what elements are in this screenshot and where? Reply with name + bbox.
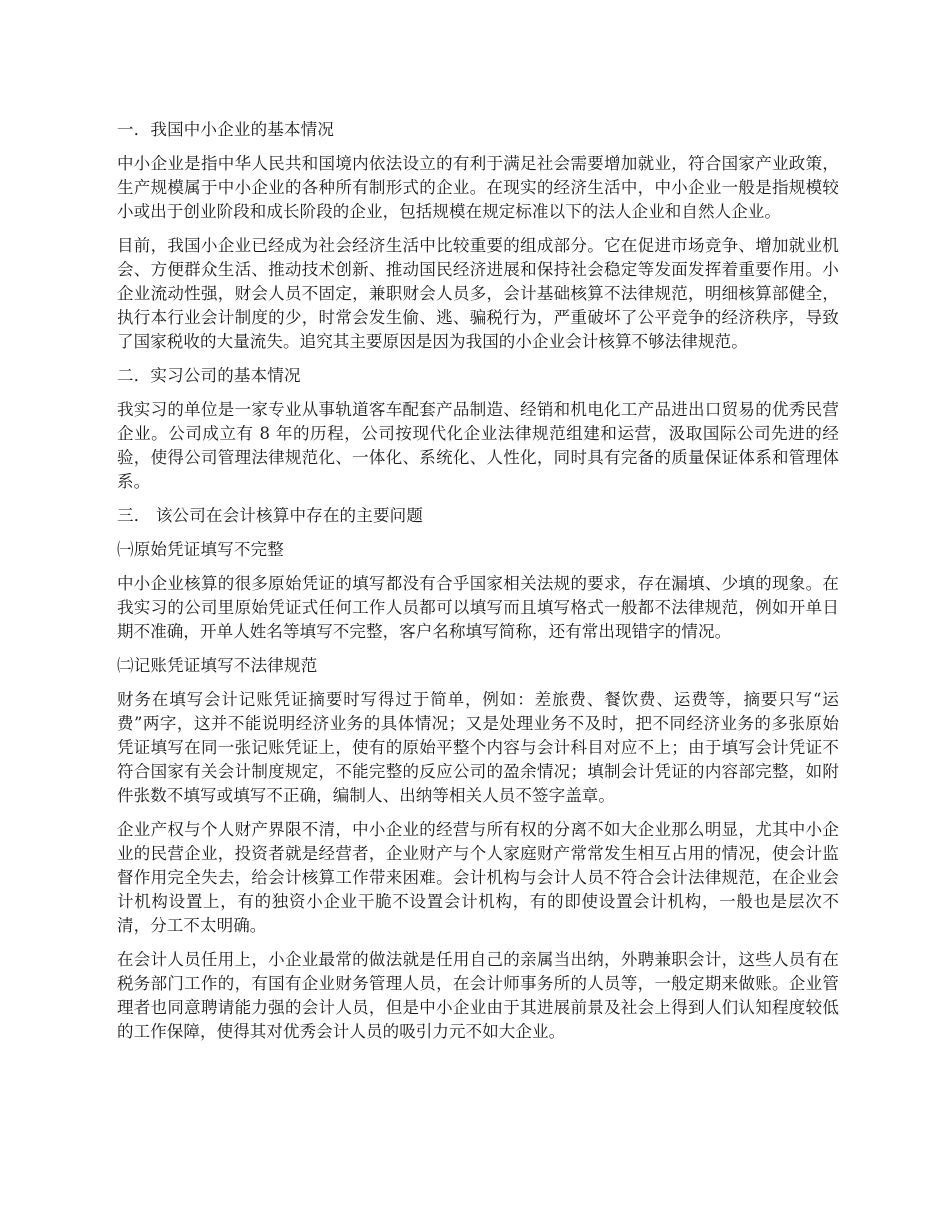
paragraph: 目前，我国小企业已经成为社会经济生活中比较重要的组成部分。它在促进市场竞争、增加就业机会、方便群众生活、推动技术创新、推动国民经济进展和保持社会稳定等发面发挥着重要作用。小企业流动性强，财会人员不固定，兼职财会人员多，会计基础核算不法律规范，明细核算部健全，执行本行业会计制度的少，时常会发生偷、逃、骗税行为，严重破坏了公平竞争的经济秩序，导致了国家税收的大量流失。追究其主要原因是因为我国的小企业会计核算不够法律规范。 — [117, 236, 839, 351]
subsection-heading-2: ㈡记账凭证填写不法律规范 — [117, 656, 318, 675]
paragraph: 企业产权与个人财产界限不清，中小企业的经营与所有权的分离不如大企业那么明显，尤其中小企业的民营企业，投资者就是经营者，企业财产与个人家庭财产常常发生相互占用的情况，使会计监督作用完全失去，给会计核算工作带来困难。会计机构与会计人员不符合会计法律规范，在企业会计机构设置上，有的独资小企业干脆不设置会计机构，有的即使设置会计机构，一般也是层次不清，分工不太明确。 — [117, 820, 839, 935]
paragraph: 财务在填写会计记账凭证摘要时写得过于简单，例如：差旅费、餐饮费、运费等，摘要只写“运费”两字，这并不能说明经济业务的具体情况；又是处理业务不及时，把不同经济业务的多张原始凭证填写在同一张记账凭证上，使有的原始平整个内容与会计科目对应不上；由于填写会计凭证不符合国家有关会计制度规定，不能完整的反应公司的盈余情况；填制会计凭证的内容部完整，如附件张数不填写或填写不正确，编制人、出纳等相关人员不签字盖章。 — [117, 690, 839, 805]
paragraph: 在会计人员任用上，小企业最常的做法就是任用自己的亲属当出纳，外聘兼职会计，这些人员有在税务部门工作的，有国有企业财务管理人员，在会计师事务所的人员等，一般定期来做账。企业管理者也同意聘请能力强的会计人员，但是中小企业由于其进展前景及社会上得到人们认知程度较低的工作保障，使得其对优秀会计人员的吸引力元不如大企业。 — [117, 950, 839, 1041]
section-heading-1: 一．我国中小企业的基本情况 — [117, 120, 335, 139]
section-heading-3: 三． 该公司在会计核算中存在的主要问题 — [117, 506, 424, 525]
paragraph: 我实习的单位是一家专业从事轨道客车配套产品制造、经销和机电化工产品进出口贸易的优秀民营企业。公司成立有 8 年的历程，公司按现代化企业法律规范组建和运营，汲取国际公司先进的经验，使得公司管理法律规范化、一体化、系统化、人性化，同时具有完备的质量保证体系和管理体系。 — [117, 400, 839, 491]
paragraph: 中小企业核算的很多原始凭证的填写都没有合乎国家相关法规的要求，存在漏填、少填的现象。在我实习的公司里原始凭证式任何工作人员都可以填写而且填写格式一般都不法律规范，例如开单日期不准确，开单人姓名等填写不完整，客户名称填写简称，还有常出现错字的情况。 — [117, 574, 839, 641]
paragraph: 中小企业是指中华人民共和国境内依法设立的有利于满足社会需要增加就业，符合国家产业政策，生产规模属于中小企业的各种所有制形式的企业。在现实的经济生活中，中小企业一般是指规模较小或出于创业阶段和成长阶段的企业，包括规模在规定标准以下的法人企业和自然人企业。 — [117, 154, 839, 221]
section-heading-2: 二．实习公司的基本情况 — [117, 366, 301, 385]
document-page — [117, 118, 839, 1054]
subsection-heading-1: ㈠原始凭证填写不完整 — [117, 540, 284, 559]
